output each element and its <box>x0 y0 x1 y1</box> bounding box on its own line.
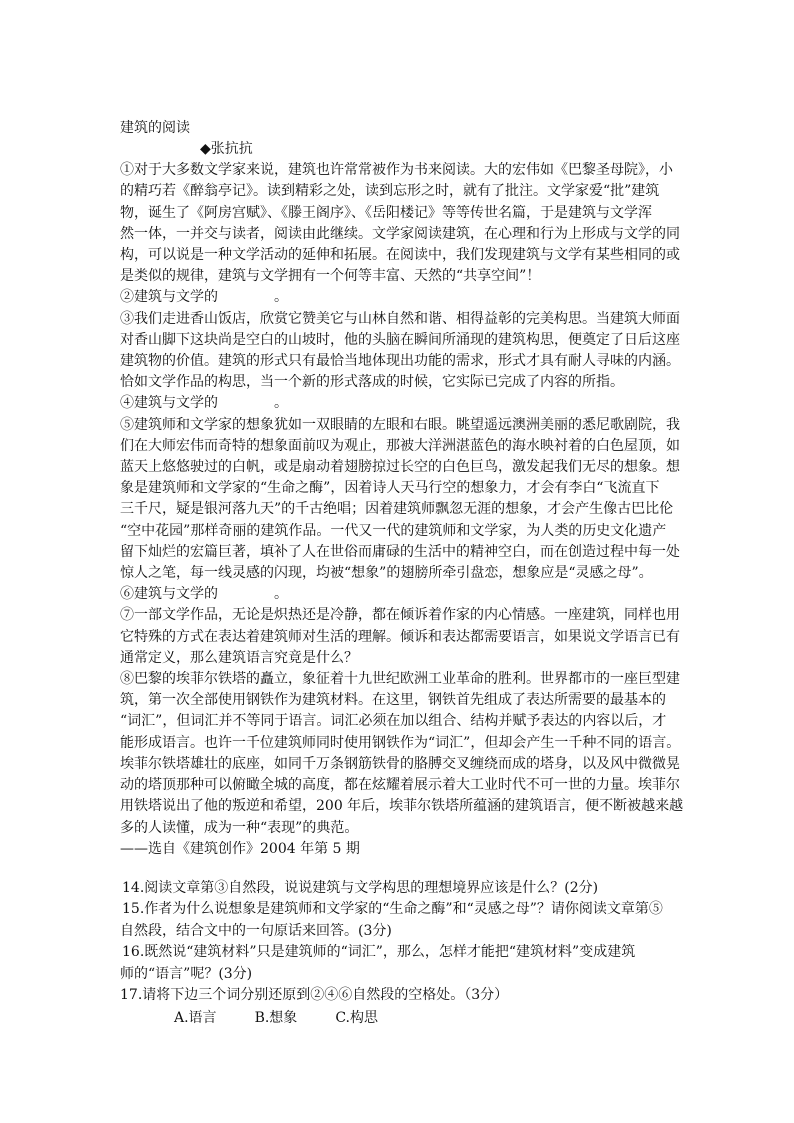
text-line: ⑤建筑师和文学家的想象犹如一双眼睛的左眼和右眼。眺望遥远澳洲美丽的悉尼歌剧院，我 <box>120 416 680 433</box>
text-line: 能形成语言。也许一千位建筑师同时使用钢铁作为“词汇”，但却会产生一千种不同的语言。 <box>120 734 681 751</box>
text-line: 物，诞生了《阿房宫赋》、《滕王阁序》、《岳阳楼记》等等传世名篇，于是建筑与文学浑 <box>120 204 652 221</box>
document-page <box>120 118 684 1029</box>
text-line: 留下灿烂的宏篇巨著，填补了人在世俗而庸碌的生活中的精神空白，而在创造过程中每一处 <box>120 543 680 560</box>
text-line: “空中花园”那样奇丽的建筑作品。一代又一代的建筑师和文学家，为人类的历史文化遗产 <box>120 522 667 539</box>
text-line: 构，可以说是一种文学活动的延伸和拓展。在阅读中，我们发现建筑与文学有某些相同的或 <box>120 247 680 264</box>
text-line: ⑦一部文学作品，无论是炽热还是冷静，都在倾诉着作家的内心情感。一座建筑，同样也用 <box>120 607 680 624</box>
text-line: 是类似的规律，建筑与文学拥有一个何等丰富、天然的“共享空间”！ <box>120 268 541 285</box>
article-title: 建筑的阅读 <box>120 120 190 136</box>
text-line: “词汇”，但词汇并不等同于语言。词汇必须在加以组合、结构并赋予表达的内容以后，才 <box>120 713 667 730</box>
question-16-line-1: 16.既然说“建筑材料”只是建筑师的“词汇”，那么，怎样才能把“建筑材料”变成建筑 <box>122 944 636 961</box>
question-15-line-1: 15.作者为什么说想象是建筑师和文学家的“生命之酶”和“灵感之母”？请你阅读文章第⑤ <box>122 901 663 918</box>
paragraph-8 <box>120 669 684 839</box>
question-17-options <box>120 1007 680 1029</box>
option-b: B.想象 <box>254 1009 298 1026</box>
text-line: 建筑物的价值。建筑的形式只有最恰当地体现出功能的需求，形式才具有耐人寻味的内涵。 <box>120 353 680 370</box>
text-line: ③我们走进香山饭店，欣赏它赞美它与山林自然和谐、相得益彰的完美构思。当建筑大师面 <box>120 310 680 327</box>
text-line: 们在大师宏伟而奇特的想象面前叹为观止，那被大洋洲湛蓝色的海水映衬着的白色屋顶，如 <box>120 437 680 454</box>
paragraph-5 <box>120 415 680 585</box>
text-line: 对香山脚下这块尚是空白的山坡时，他的头脑在瞬间所涌现的建筑构思，便奠定了日后这座 <box>120 331 680 348</box>
spacer <box>120 860 680 878</box>
question-15-line-2: 自然段，结合文中的一句原话来回答。(3分) <box>120 922 392 939</box>
text-line: ⑧巴黎的埃菲尔铁塔的矗立，象征着十九世纪欧洲工业革命的胜利。世界都市的一座巨型建 <box>120 671 680 688</box>
text-line: 多的人读懂，成为一种“表现”的典范。 <box>120 819 359 836</box>
questions-section <box>120 878 680 1029</box>
text-line: 通常定义，那么建筑语言究竟是什么？ <box>120 649 358 666</box>
question-14: 14.阅读文章第③自然段，说说建筑与文学构思的理想境界应该是什么？(2分) <box>122 879 599 896</box>
text-line: 的精巧若《醉翁亭记》。读到精彩之处，读到忘形之时，就有了批注。文学家爱“批”建筑 <box>120 183 660 200</box>
text-line: 三千尺，疑是银河落九天”的千古绝唱；因着建筑师飘忽无涯的想象，才会产生像古巴比伦 <box>120 501 674 518</box>
question-16-line-2: 师的“语言”呢？(3分) <box>120 965 253 982</box>
article-source: ——选自《建筑创作》2004 年第 5 期 <box>120 840 360 857</box>
text-line: ①对于大多数文学家来说，建筑也许常常被作为书来阅读。大的宏伟如《巴黎圣母院》，小 <box>120 162 673 179</box>
text-line: 筑，第一次全部使用钢铁作为建筑材料。在这里，钢铁首先组成了表达所需要的最基本的 <box>120 692 666 709</box>
text-line: 用铁塔说出了他的叛逆和希望，200 年后，埃菲尔铁塔所蕴涵的建筑语言，便不断被越来越 <box>120 798 684 815</box>
paragraph-3 <box>120 309 680 394</box>
paragraph-6-blank: ⑥建筑与文学的 。 <box>120 586 288 603</box>
text-line: 然一体，一并交与读者，阅读由此继续。文学家阅读建筑，在心理和行为上形成与文学的同 <box>120 225 680 242</box>
paragraph-1 <box>120 160 680 287</box>
text-line: 埃菲尔铁塔雄壮的底座，如同千万条钢筋铁骨的胳膊交叉缠绕而成的塔身，以及风中微微晃 <box>120 755 680 772</box>
text-line: 象是建筑师和文学家的“生命之酶”，因着诗人天马行空的想象力，才会有李白“飞流直下 <box>120 480 660 497</box>
paragraph-6-text: ⑥建筑与文学的 <box>120 586 218 603</box>
text-line: 惊人之笔，每一线灵感的闪现，均被“想象”的翅膀所牵引盘恋，想象应是“灵感之母”。 <box>120 565 653 582</box>
paragraph-2-text: ②建筑与文学的 <box>120 289 218 306</box>
text-line: 它特殊的方式在表达着建筑师对生活的理解。倾诉和表达都需要语言，如果说文学语言已有 <box>120 628 680 645</box>
paragraph-2-blank: ②建筑与文学的 。 <box>120 289 288 306</box>
question-17: 17.请将下边三个词分别还原到②④⑥自然段的空格处。（3分） <box>120 987 509 1004</box>
text-line: 恰如文学作品的构思，当一个新的形式落成的时候，它实际已完成了内容的所指。 <box>120 374 624 391</box>
option-c: C.构思 <box>335 1009 378 1026</box>
paragraph-4-text: ④建筑与文学的 <box>120 395 218 412</box>
paragraph-4-blank: ④建筑与文学的 。 <box>120 395 288 412</box>
text-line: 动的塔顶那种可以俯瞰全城的高度，都在炫耀着展示着大工业时代不可一世的力量。埃菲尔 <box>120 777 680 794</box>
option-a: A.语言 <box>174 1009 217 1026</box>
article-author: ◆张抗抗 <box>200 141 253 157</box>
text-line: 蓝天上悠悠驶过的白帆，或是扇动着翅膀掠过长空的白色巨鸟，激发起我们无尽的想象。想 <box>120 459 680 476</box>
paragraph-7 <box>120 605 680 669</box>
